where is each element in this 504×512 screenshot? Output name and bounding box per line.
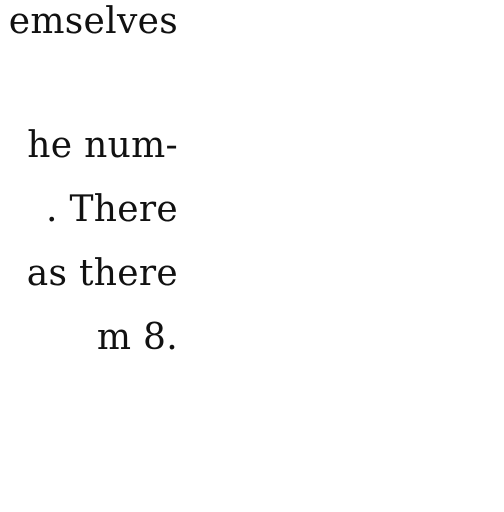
text-line: emselves <box>8 1 178 42</box>
text-line: m 8. <box>96 317 178 358</box>
text-line: as there <box>26 253 178 294</box>
text-line: he num- <box>27 125 178 166</box>
text-line: . There <box>45 189 178 230</box>
